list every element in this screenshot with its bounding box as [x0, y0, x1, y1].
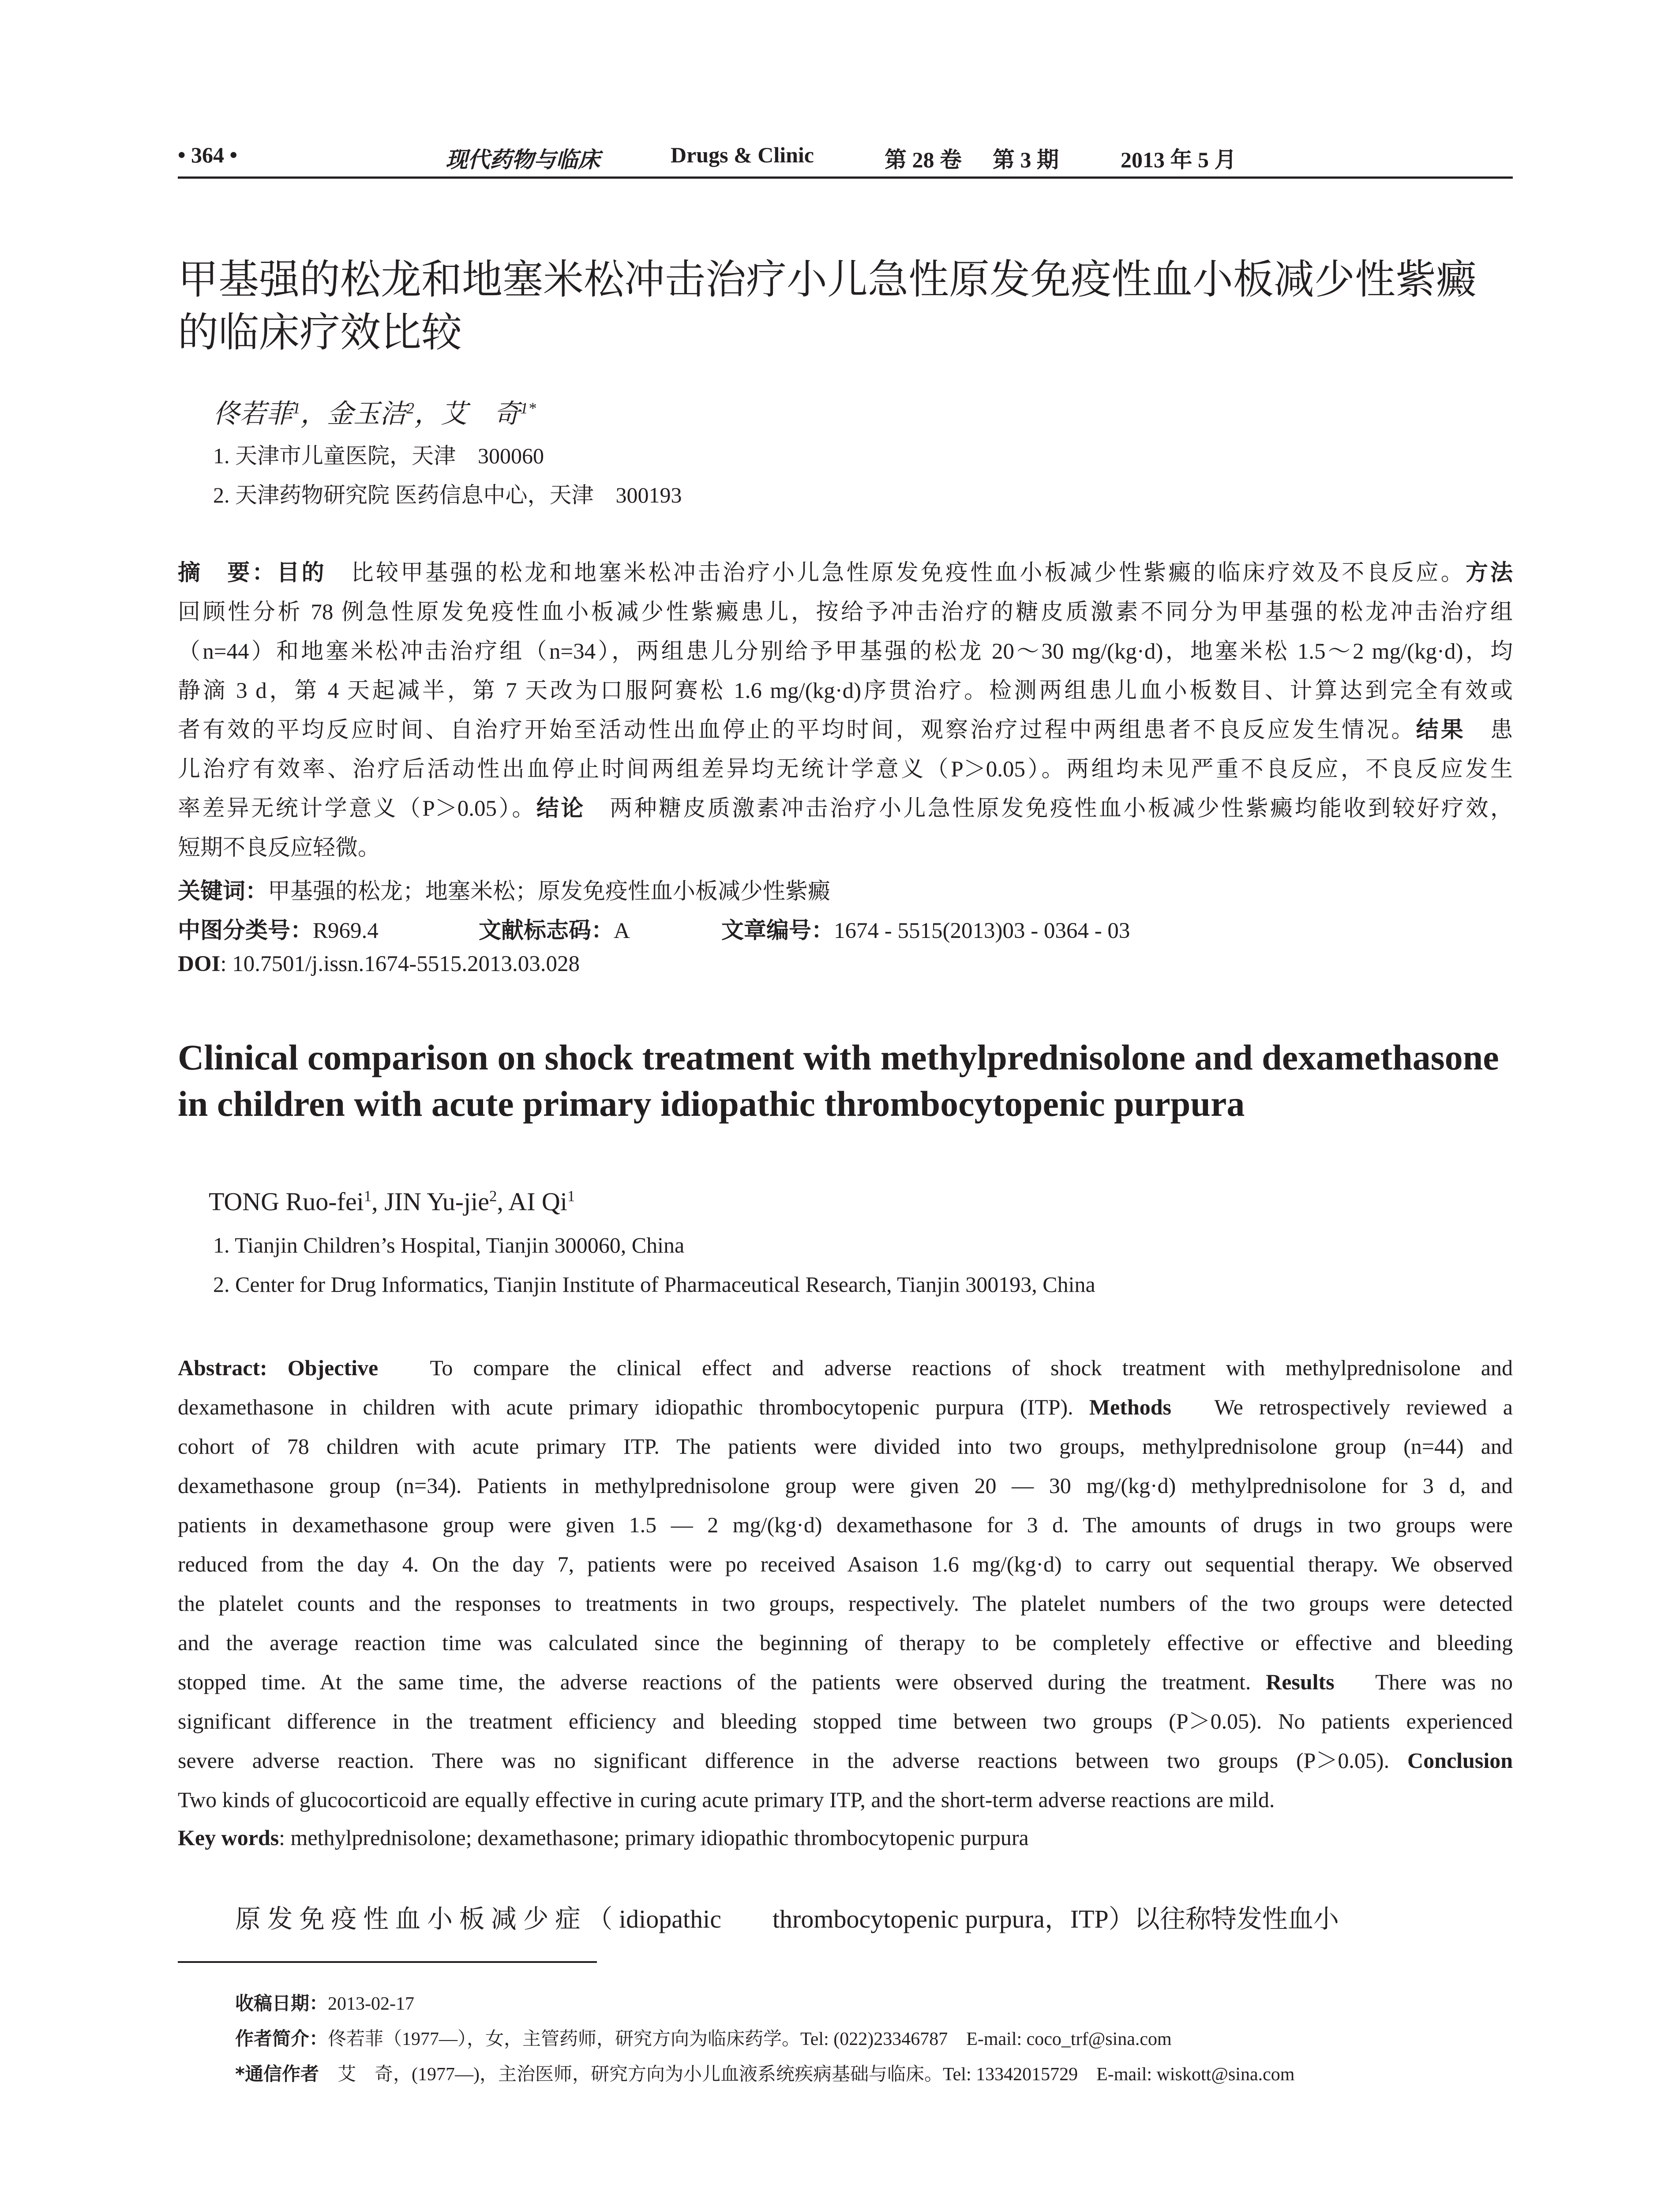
cn-title-line-2: 的临床疗效比较: [178, 309, 462, 356]
cn-abstract-line-7: 率差异无统计学意义（P＞0.05）。结论 两种糖皮质激素冲击治疗小儿急性原发免疫性血小板减少性紫癜均能收到较好疗效，: [178, 795, 1513, 822]
cn-keywords-label: 关键词：: [178, 878, 268, 904]
en-keywords-label: Key words: [178, 1825, 279, 1850]
en-abstract-line-4: dexamethasone group (n=34). Patients in methylprednisolone group were given 20 — 30 mg/(kg·d) methylprednisolone for 3 d, and: [178, 1473, 1513, 1498]
cn-doc-code: 文献标志码：A: [479, 918, 630, 944]
journal-name-en: Drugs & Clinic: [671, 143, 814, 167]
en-title-line-2: in children with acute primary idiopathic thrombocytopenic purpura: [178, 1084, 1245, 1124]
cn-affiliation-2: 2. 天津药物研究院 医药信息中心，天津 300193: [213, 483, 682, 507]
cn-title-line-1: 甲基强的松龙和地塞米松冲击治疗小儿急性原发免疫性血小板减少性紫癜: [178, 256, 1477, 303]
en-abstract-line-6: reduced from the day 4. On the day 7, patients were po received Asaison 1.6 mg/(kg·d) to carry out sequential therapy. We observed: [178, 1552, 1513, 1576]
doi: DOI: 10.7501/j.issn.1674-5515.2013.03.028: [178, 952, 580, 976]
cn-abstract-line-6: 儿治疗有效率、治疗后活动性出血停止时间两组差异均无统计学意义（P＞0.05）。两组均未见严重不良反应，不良反应发生: [178, 757, 1513, 782]
cn-abstract-line-3: （n=44）和地塞米松冲击治疗组（n=34），两组患儿分别给予甲基强的松龙 20～30 mg/(kg·d)，地塞米松 1.5～2 mg/(kg·d)，均: [178, 639, 1513, 664]
cn-abstract-line-1: 摘 要：目的 比较甲基强的松龙和地塞米松冲击治疗小儿急性原发免疫性血小板减少性紫癜的临床疗效及不良反应。方法: [178, 560, 1513, 586]
footnote-received: 收稿日期：2013-02-17: [235, 1992, 414, 2014]
en-abstract-line-11: severe adverse reaction. There was no significant difference in the adverse reactions between two groups (P＞0.05). Conclusion: [178, 1748, 1513, 1773]
en-abstract-line-9: stopped time. At the same time, the adverse reactions of the patients were observed during the treatment. Results There was no: [178, 1670, 1513, 1694]
en-abstract-line-5: patients in dexamethasone group were given 1.5 — 2 mg/(kg·d) dexamethasone for 3 d. The amounts of drugs in two groups were: [178, 1512, 1513, 1537]
cn-abstract-line-2: 回顾性分析 78 例急性原发免疫性血小板减少性紫癜患儿，按给予冲击治疗的糖皮质激素不同分为甲基强的松龙冲击治疗组: [178, 600, 1513, 625]
en-abstract-line-8: and the average reaction time was calculated since the beginning of therapy to be completely effective or effective and bleeding: [178, 1630, 1513, 1655]
cn-author-2: 金玉洁: [327, 399, 406, 428]
cn-abstract-line-4: 静滴 3 d，第 4 天起减半，第 7 天改为口服阿赛松 1.6 mg/(kg·d)序贯治疗。检测两组患儿血小板数目、计算达到完全有效或: [178, 679, 1513, 703]
cn-abstract-label: 摘 要：: [178, 560, 277, 586]
page-number: • 364 •: [178, 143, 238, 167]
en-affiliation-1: 1. Tianjin Children’s Hospital, Tianjin 300060, China: [213, 1233, 685, 1257]
footnote-rule: [178, 1961, 597, 1963]
cn-abstract-line-5: 者有效的平均反应时间、自治疗开始至活动性出血停止的平均时间，观察治疗过程中两组患者不良反应发生情况。结果 患: [178, 717, 1513, 743]
cn-authors: [213, 393, 536, 431]
en-abstract-line-12: Two kinds of glucocorticoid are equally effective in curing acute primary ITP, and the short-term adverse reactions are mild.: [178, 1787, 1275, 1812]
en-abstract-line-7: the platelet counts and the responses to treatments in two groups, respectively. The platelet numbers of the two groups were detected: [178, 1591, 1513, 1616]
cn-author-sep-1: ，: [300, 399, 327, 428]
cn-results-label: 结果: [1416, 717, 1466, 743]
cn-author-3-sup: 1*: [520, 399, 536, 417]
en-abstract-label: Abstract: Objective: [178, 1355, 379, 1380]
body-first-line: 原 发 免 疫 性 血 小 板 减 少 症 （ idiopathic thrombocytopenic purpura，ITP）以往称特发性血小: [235, 1905, 1339, 1933]
cn-abstract-line-8: 短期不良反应轻微。: [178, 836, 381, 860]
cn-author-2-sup: 2: [406, 399, 414, 417]
journal-name-cn: 现代药物与临床: [446, 147, 600, 173]
en-title-line-1: Clinical comparison on shock treatment with methylprednisolone and dexamethasone: [178, 1037, 1499, 1077]
en-abstract-line-3: cohort of 78 children with acute primary ITP. The patients were divided into two groups, methylprednisolone group (n=44) and: [178, 1434, 1513, 1459]
footnote-corresponding: *通信作者 艾 奇，(1977—)，主治医师，研究方向为小儿血液系统疾病基础与临床。Tel: 13342015729 E-mail: wiskott@sina.com: [235, 2063, 1295, 2085]
cn-clc: 中图分类号：R969.4: [178, 918, 379, 944]
cn-affiliation-1: 1. 天津市儿童医院，天津 300060: [213, 443, 544, 468]
en-affiliation-2: 2. Center for Drug Informatics, Tianjin Institute of Pharmaceutical Research, Tianjin 300193, China: [213, 1272, 1095, 1297]
en-abstract-line-1: Abstract: Objective To compare the clinical effect and adverse reactions of shock treatment with methylprednisolone and: [178, 1355, 1513, 1380]
en-results-label: Results: [1266, 1670, 1335, 1694]
en-conclusion-label: Conclusion: [1407, 1748, 1513, 1773]
en-authors: TONG Ruo-fei$^1$, JIN Yu-jie$^2$, AI Qi$^1$: [209, 1187, 575, 1216]
cn-conclusion-label: 结论: [536, 795, 585, 822]
cn-author-3: 艾 奇: [441, 399, 520, 428]
doi-label: DOI: [178, 952, 221, 976]
en-abstract-line-10: significant difference in the treatment efficiency and bleeding stopped time between two groups (P＞0.05). No patients experienced: [178, 1709, 1513, 1733]
cn-methods-label: 方法: [1465, 560, 1513, 586]
footnote-author: 作者简介：佟若菲（1977—），女，主管药师，研究方向为临床药学。Tel: (022)23346787 E-mail: coco_trf@sina.com: [235, 2028, 1172, 2049]
journal-date: 2013 年 5 月: [1121, 147, 1237, 172]
header-rule: [178, 176, 1513, 179]
cn-author-1-sup: 1: [292, 399, 300, 417]
journal-volume: 第 28 卷: [885, 147, 962, 172]
cn-author-1: 佟若菲: [213, 399, 292, 428]
cn-article-number: 文章编号：1674 - 5515(2013)03 - 0364 - 03: [721, 918, 1130, 944]
journal-issue: 第 3 期: [993, 147, 1059, 172]
cn-author-sep-2: ，: [414, 399, 441, 428]
cn-objective-label: 目的: [277, 560, 326, 586]
en-keywords: Key words: methylprednisolone; dexamethasone; primary idiopathic thrombocytopenic purpura: [178, 1825, 1029, 1850]
en-methods-label: Methods: [1089, 1395, 1171, 1419]
en-abstract-line-2: dexamethasone in children with acute primary idiopathic thrombocytopenic purpura (ITP). Methods We retrospectively reviewed a: [178, 1395, 1513, 1419]
cn-keywords: 关键词：甲基强的松龙；地塞米松；原发免疫性血小板减少性紫癜: [178, 878, 831, 904]
